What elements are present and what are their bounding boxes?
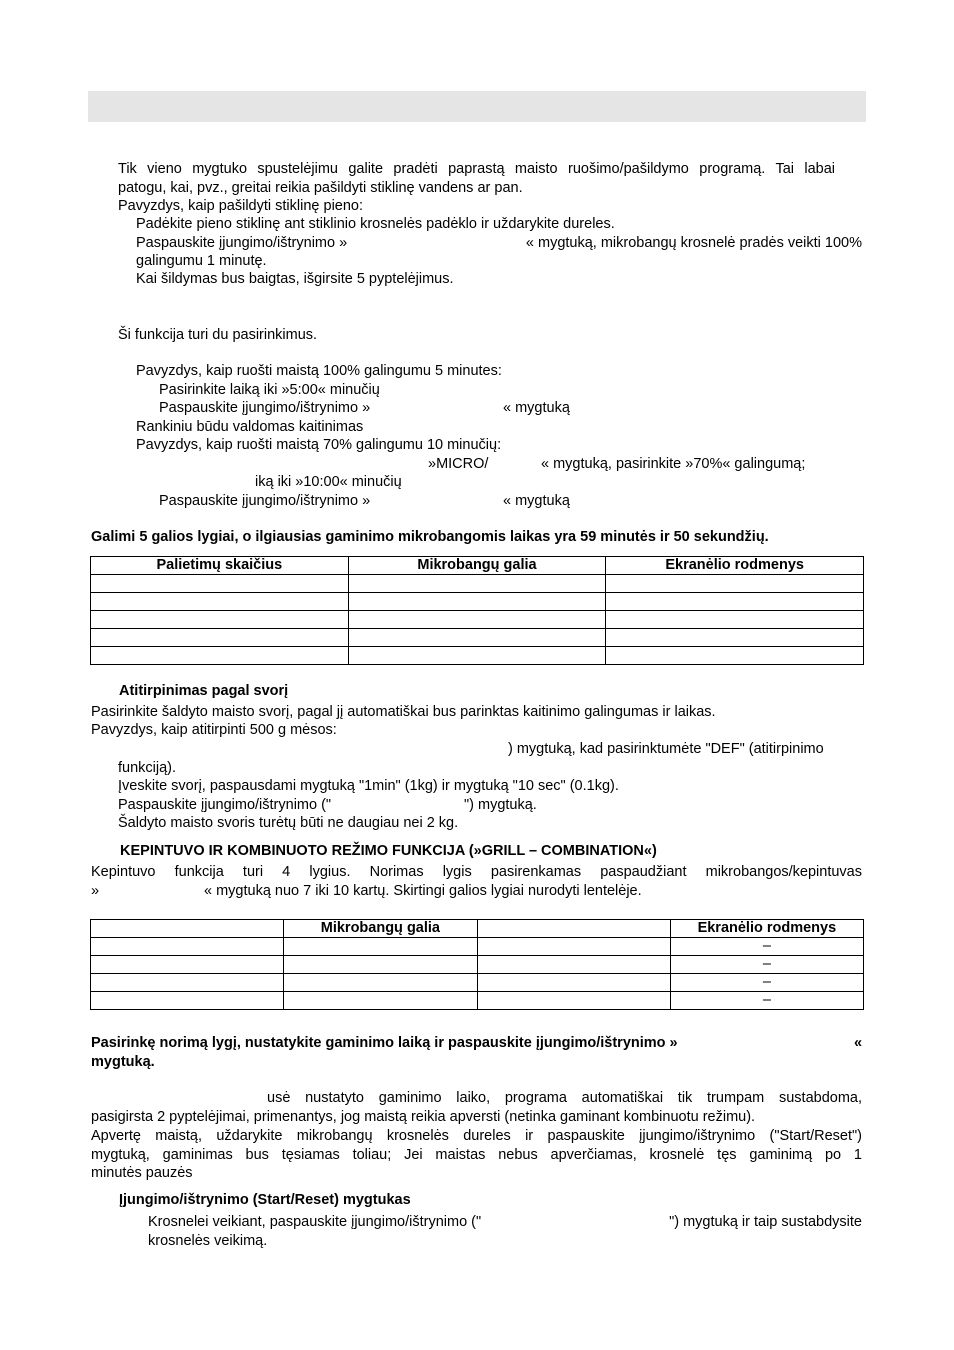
- defrost-line-6b: ") mygtuką.: [464, 797, 537, 813]
- defrost-line-5: Įveskite svorį, paspausdami mygtuką "1min" (1kg) ir mygtuką "10 sec" (0.1kg).: [118, 778, 619, 794]
- pause-first-line: [267, 1089, 862, 1108]
- function-ex2-step3b: « mygtuką: [503, 493, 570, 509]
- after-level-line-2: mygtuką.: [91, 1054, 155, 1070]
- power-table: [90, 556, 864, 665]
- intro-step-2c: galingumu 1 minutę.: [136, 253, 267, 269]
- grill-table-header-display: Ekranėlio rodmenys: [670, 920, 863, 938]
- grill-line-2a: »: [91, 883, 100, 899]
- function-ex2-step1b: « mygtuką, pasirinkite »70%« galingumą;: [541, 456, 806, 472]
- pause-line-2: pasigirsta 2 pyptelėjimai, primenantys, jog maistą reikia apversti (netinka gaminant kombinuotu režimu).: [91, 1109, 756, 1125]
- table-row: [91, 647, 864, 665]
- grill-table: [90, 919, 864, 1010]
- grill-table-cell-display: –: [670, 974, 863, 992]
- function-ex1-title: Pavyzdys, kaip ruošti maistą 100% galingumu 5 minutes:: [136, 363, 502, 379]
- function-ex1-step1: Pasirinkite laiką iki »5:00« minučių: [159, 382, 380, 398]
- function-manual: Rankiniu būdu valdomas kaitinimas: [136, 419, 364, 435]
- function-two-options: Ši funkcija turi du pasirinkimus.: [118, 327, 318, 343]
- defrost-line-1: Pasirinkite šaldyto maisto svorį, pagal jį automatiškai bus parinktas kaitinimo galingumas ir laikas.: [91, 704, 716, 720]
- defrost-line-6a: Paspauskite įjungimo/ištrynimo (": [118, 797, 332, 813]
- pause-paragraph: [91, 1127, 862, 1183]
- table-row: [91, 629, 864, 647]
- grill-paragraph: [91, 863, 862, 882]
- function-ex2-step1a: »MICRO/: [428, 456, 489, 472]
- defrost-line-4: funkciją).: [118, 760, 177, 776]
- table-row: [91, 974, 864, 992]
- function-ex2-title: Pavyzdys, kaip ruošti maistą 70% galingumu 10 minučių:: [136, 437, 502, 453]
- power-table-header-power: Mikrobangų galia: [348, 557, 606, 575]
- after-level-line-1a: Pasirinkę norimą lygį, nustatykite gaminimo laiką ir paspauskite įjungimo/ištrynimo »: [91, 1035, 678, 1051]
- function-ex1-step2b: « mygtuką: [503, 400, 570, 416]
- grill-table-cell-display: –: [670, 938, 863, 956]
- function-ex2-step3a: Paspauskite įjungimo/ištrynimo »: [159, 493, 371, 509]
- pause-line-3: Apvertę maistą, uždarykite mikrobangų krosnelės dureles ir paspauskite įjungimo/ištrynimo ("Start/Reset"): [91, 1128, 862, 1144]
- defrost-line-7: Šaldyto maisto svoris turėtų būti ne daugiau nei 2 kg.: [118, 815, 459, 831]
- intro-step-2b: « mygtuką, mikrobangų krosnelė pradės veikti 100%: [525, 235, 862, 251]
- grill-table-header-power: Mikrobangų galia: [284, 920, 477, 938]
- start-reset-title: Įjungimo/ištrynimo (Start/Reset) mygtukas: [119, 1192, 411, 1208]
- section-header-bar: [88, 91, 866, 122]
- table-row: [91, 593, 864, 611]
- intro-paragraph: [118, 160, 835, 197]
- grill-table-cell-display: –: [670, 956, 863, 974]
- after-level-line-1b: «: [854, 1035, 863, 1051]
- defrost-line-3: ) mygtuką, kad pasirinktumėte "DEF" (atitirpinimo: [508, 741, 824, 757]
- power-levels-note: Galimi 5 galios lygiai, o ilgiausias gaminimo mikrobangomis laikas yra 59 minutės ir 50 sekundžių.: [91, 529, 769, 545]
- pause-line-4: mygtuką, gaminimas bus tęsiamas toliau; Jei maistas nebus apverčiamas, krosnelė tęs gaminimą po 1: [91, 1146, 862, 1163]
- start-reset-line-1b: ") mygtuką ir taip sustabdysite: [669, 1214, 862, 1230]
- grill-table-header-3: [477, 920, 670, 938]
- table-row: [91, 611, 864, 629]
- pause-line-5: minutės pauzės: [91, 1165, 193, 1181]
- table-row: [91, 956, 864, 974]
- pause-line-1: usė nustatyto gaminimo laiko, programa automatiškai tik trumpam sustabdoma,: [267, 1090, 862, 1106]
- function-ex2-step2: iką iki »10:00« minučių: [255, 474, 402, 490]
- table-row: [91, 938, 864, 956]
- table-row: [91, 992, 864, 1010]
- intro-step-3: Kai šildymas bus baigtas, išgirsite 5 pyptelėjimus.: [136, 271, 454, 287]
- defrost-line-2: Pavyzdys, kaip atitirpinti 500 g mėsos:: [91, 722, 337, 738]
- intro-example-title: Pavyzdys, kaip pašildyti stiklinę pieno:: [118, 198, 364, 214]
- function-ex1-step2a: Paspauskite įjungimo/ištrynimo »: [159, 400, 371, 416]
- grill-title: KEPINTUVO IR KOMBINUOTO REŽIMO FUNKCIJA (»GRILL – COMBINATION«): [120, 843, 657, 859]
- table-row: [91, 575, 864, 593]
- grill-table-cell-display: –: [670, 992, 863, 1010]
- grill-table-header-1: [91, 920, 284, 938]
- intro-line-2: patogu, kai, pvz., greitai reikia pašildyti stiklinę vandens ar pan.: [118, 179, 523, 196]
- intro-step-2a: Paspauskite įjungimo/ištrynimo »: [136, 235, 348, 251]
- grill-line-1: Kepintuvo funkcija turi 4 lygius. Norimas lygis pasirenkamas paspaudžiant mikrobangos/kepintuvas: [91, 864, 862, 880]
- start-reset-line-1a: Krosnelei veikiant, paspauskite įjungimo/ištrynimo (": [148, 1214, 482, 1230]
- intro-line-1: Tik vieno mygtuko spustelėjimu galite pradėti paprastą maisto ruošimo/pašildymo programą. Tai labai: [118, 161, 835, 177]
- grill-line-2b: « mygtuką nuo 7 iki 10 kartų. Skirtingi galios lygiai nurodyti lentelėje.: [204, 883, 642, 899]
- intro-step-1: Padėkite pieno stiklinę ant stiklinio krosnelės padėklo ir uždarykite dureles.: [136, 216, 615, 232]
- power-table-header-display: Ekranėlio rodmenys: [606, 557, 864, 575]
- start-reset-line-2: krosnelės veikimą.: [148, 1233, 268, 1249]
- defrost-title: Atitirpinimas pagal svorį: [119, 683, 289, 699]
- power-table-header-touches: Palietimų skaičius: [91, 557, 349, 575]
